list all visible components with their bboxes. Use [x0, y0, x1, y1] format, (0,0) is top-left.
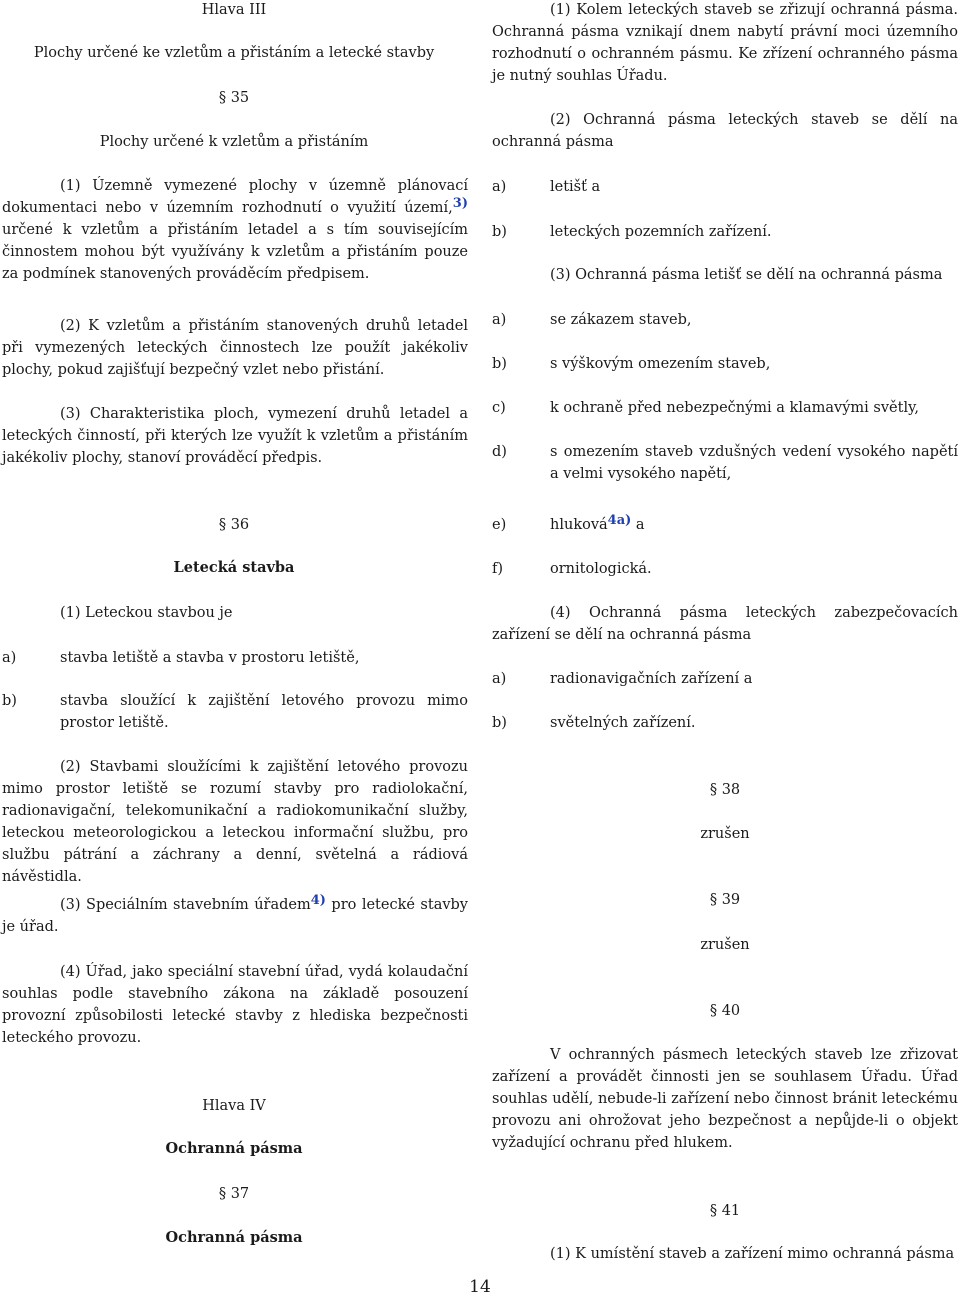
section-number: § 40 — [709, 1003, 741, 1019]
section-number: § 37 — [218, 1186, 250, 1202]
page-number: 14 — [469, 1277, 491, 1296]
list-label: b) — [2, 693, 17, 709]
section-number: § 38 — [709, 782, 741, 798]
list-text: leteckých pozemních zařízení. — [550, 224, 772, 240]
footnote-ref[interactable]: 4) — [310, 893, 326, 908]
list-text: k ochraně před nebezpečnými a klamavými světly, — [550, 400, 919, 416]
paragraph: (4) Úřad, jako speciální stavební úřad, vydá kolaudační souhlas podle stavebního zákona na základě posouzení provozní způsobilosti letecké stavby z hlediska bezpečnosti leteckého provozu. — [2, 964, 468, 1046]
section-status: zrušen — [700, 826, 750, 842]
list-label: b) — [492, 356, 507, 372]
list-label: f) — [492, 561, 504, 577]
list-text: stavba letiště a stavba v prostoru letiště, — [60, 650, 360, 666]
list-label: d) — [492, 444, 507, 460]
chapter-title: Hlava IV — [202, 1098, 266, 1114]
chapter-title: Hlava III — [201, 2, 267, 18]
paragraph: (3) Charakteristika ploch, vymezení druhů letadel a leteckých činností, při kterých lze využít k vzletům a přistáním jakékoliv plochy, stanoví prováděcí předpis. — [2, 406, 468, 466]
section-heading: Letecká stavba — [173, 559, 295, 576]
list-text: s omezením staveb vzdušných vedení vysokého napětí a velmi vysokého napětí, — [550, 444, 958, 482]
section-number: § 41 — [709, 1203, 741, 1219]
paragraph: (2) Stavbami sloužícími k zajištění letového provozu mimo prostor letiště se rozumí stavby pro radiolokační, radionavigační, telekomunikační a radiokomunikační služby, leteckou meteorologickou a leteckou informační službu, pro službu pátrání a záchrany a denní, světelná a rádiová návěstidla. — [2, 759, 468, 885]
paragraph: (3) Speciálním stavebním úřadem4) pro letecké stavby je úřad. — [2, 893, 469, 935]
list-text: letišť a — [550, 179, 601, 195]
chapter-heading: Ochranná pásma — [165, 1140, 303, 1157]
section-status: zrušen — [700, 937, 750, 953]
section-heading: Ochranná pásma — [165, 1229, 303, 1246]
list-label: b) — [492, 715, 507, 731]
list-text: hluková4a) a — [550, 513, 645, 533]
list-label: a) — [2, 650, 17, 666]
list-text: světelných zařízení. — [550, 715, 696, 731]
chapter-heading: Plochy určené ke vzletům a přistáním a letecké stavby — [33, 45, 435, 61]
section-number: § 36 — [218, 517, 250, 533]
list-label: a) — [492, 312, 507, 328]
footnote-ref[interactable]: 4a) — [607, 513, 632, 528]
paragraph: (2) K vzletům a přistáním stanovených druhů letadel při vymezených leteckých činnostech lze použít jakékoliv plochy, pokud zajišťují bezpečný vzlet nebo přistání. — [2, 318, 468, 378]
list-text: stavba sloužící k zajištění letového provozu mimo prostor letiště. — [60, 693, 468, 731]
section-number: § 35 — [218, 90, 250, 106]
list-text: s výškovým omezením staveb, — [550, 356, 771, 372]
section-heading: Plochy určené k vzletům a přistáním — [99, 134, 369, 150]
list-text: radionavigačních zařízení a — [550, 671, 753, 687]
paragraph: (1) Leteckou stavbou je — [60, 605, 233, 621]
list-label: b) — [492, 224, 507, 240]
list-label: e) — [492, 517, 507, 533]
paragraph: (2) Ochranná pásma leteckých staveb se dělí na ochranná pásma — [492, 112, 958, 150]
paragraph: (1) Územně vymezené plochy v územně plánovací dokumentaci nebo v územním rozhodnutí o využití území,3) určené k vzletům a přistáním letadel a s tím souvisejícím činnostem mohou být využívány k vzletům a přistáním pouze za podmínek stanovených prováděcím předpisem. — [2, 178, 468, 282]
list-label: a) — [492, 671, 507, 687]
section-number: § 39 — [709, 892, 741, 908]
paragraph: (4) Ochranná pásma leteckých zabezpečovacích zařízení se dělí na ochranná pásma — [492, 605, 958, 643]
paragraph: V ochranných pásmech leteckých staveb lze zřizovat zařízení a provádět činnosti jen se souhlasem Úřadu. Úřad souhlas udělí, nebude-li zařízení nebo činnost bránit leteckému provozu ani ohrožovat jeho bezpečnost a nepůjde-li o objekt vyžadující ochranu před hlukem. — [492, 1047, 958, 1151]
paragraph: (3) Ochranná pásma letišť se dělí na ochranná pásma — [550, 267, 943, 283]
footnote-ref[interactable]: 3) — [452, 196, 468, 211]
list-text: se zákazem staveb, — [550, 312, 692, 328]
list-text: ornitologická. — [550, 561, 652, 577]
list-label: a) — [492, 179, 507, 195]
list-label: c) — [492, 400, 506, 416]
paragraph: (1) Kolem leteckých staveb se zřizují ochranná pásma. Ochranná pásma vznikají dnem nabytí právní moci územního rozhodnutí o ochranném pásmu. Ke zřízení ochranného pásma je nutný souhlas Úřadu. — [492, 2, 958, 84]
paragraph: (1) K umístění staveb a zařízení mimo ochranná pásma — [550, 1246, 955, 1262]
